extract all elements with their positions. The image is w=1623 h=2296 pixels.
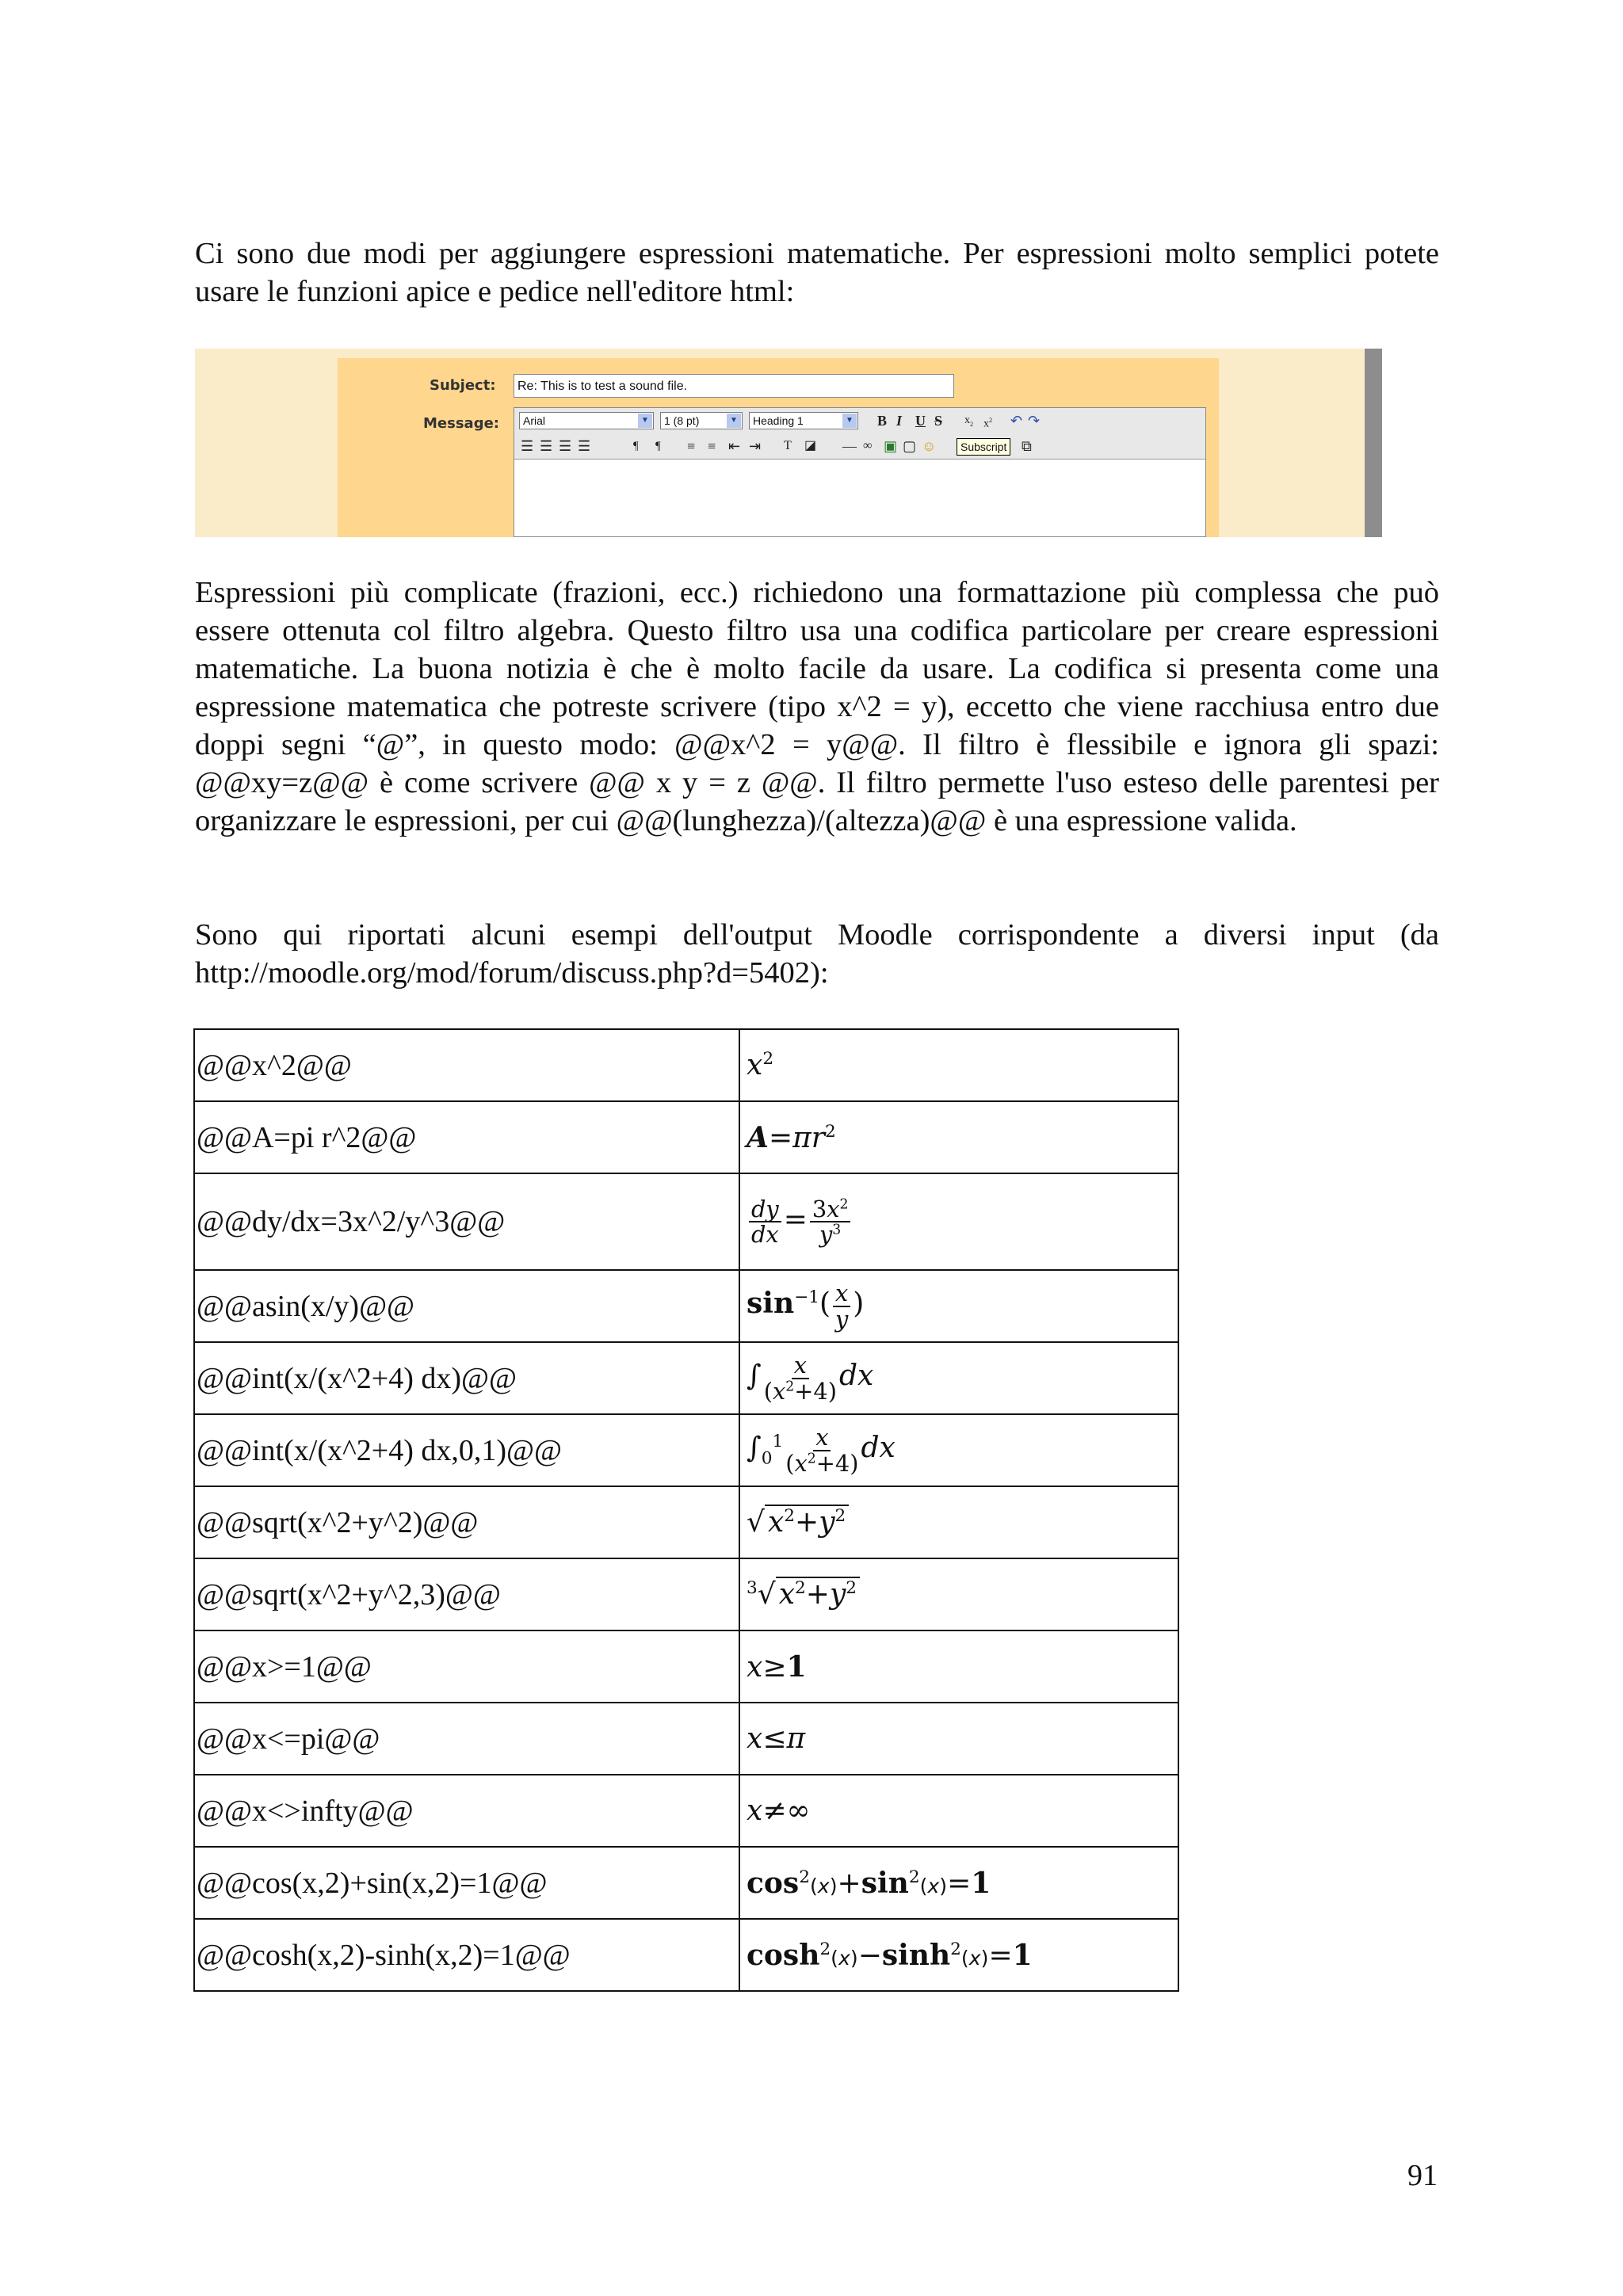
output-cell: $\sin^{-1}$( $\frac{x}{y}$ ) [739, 1270, 1178, 1342]
output-cell: $\frac{dy}{dx}$ = $\frac{3x^2}{y^3}$ [739, 1173, 1178, 1270]
table-row [194, 1101, 1178, 1173]
editor-toolbar-row2 [514, 433, 1205, 460]
input-cell: @@int(x/(x^2+4) dx,0,1)@@ [194, 1414, 739, 1486]
input-cell: @@int(x/(x^2+4) dx)@@ [194, 1342, 739, 1414]
numbered-list-icon: ≡ [687, 438, 696, 454]
output-cell: $^3$√ $x^2+y^2$ [739, 1558, 1178, 1630]
scrollbar [1365, 349, 1382, 537]
bold-icon: B [877, 413, 888, 429]
table-row [194, 1558, 1178, 1630]
subject-input: Re: This is to test a sound file. [514, 374, 954, 398]
table-row [194, 1630, 1178, 1703]
redo-icon: ↷ [1028, 413, 1041, 429]
link-icon: ∞ [863, 439, 873, 452]
horizontal-rule-icon: — [842, 438, 857, 454]
chevron-down-icon: ▼ [842, 414, 857, 428]
input-cell: @@cos(x,2)+sin(x,2)=1@@ [194, 1847, 739, 1919]
input-cell: @@asin(x/y)@@ [194, 1270, 739, 1342]
output-cell: $\int_0^1$ $\frac{x}{(x^2+4)}$ dx [739, 1414, 1178, 1486]
output-cell: x≥1 [739, 1630, 1178, 1703]
output-cell: $x^2$ [739, 1029, 1178, 1101]
ltr-icon: ¶ [633, 440, 639, 452]
subscript-icon: $x_2$ [964, 414, 974, 428]
style-select: Heading 1 ▼ [749, 412, 858, 429]
table-row [194, 1847, 1178, 1919]
table-row [194, 1029, 1178, 1101]
output-cell: √ $x^2+y^2$ [739, 1486, 1178, 1558]
output-cell: $\cosh^2(x)-\sinh^2(x)=1$ [739, 1919, 1178, 1991]
italic-icon: I [896, 413, 903, 429]
align-right-icon: ☰ [559, 438, 572, 454]
image-icon: ▣ [884, 438, 898, 454]
output-cell: ∫ $\frac{x}{(x^2+4)}$ dx [739, 1342, 1178, 1414]
input-cell: @@sqrt(x^2+y^2)@@ [194, 1486, 739, 1558]
justify-icon: ☰ [578, 438, 591, 454]
table-row [194, 1919, 1178, 1991]
examples-intro-paragraph: Sono qui riportati alcuni esempi dell'output Moodle corrispondente a diversi input (da http://moodle.org/mod/forum/discuss.php?d=5402): [195, 918, 1439, 990]
smiley-icon: ☺ [922, 438, 937, 454]
input-cell: @@cosh(x,2)-sinh(x,2)=1@@ [194, 1919, 739, 1991]
indent-icon: ⇥ [749, 438, 762, 454]
output-cell: $A=\pi r^2$ [739, 1101, 1178, 1173]
table-row [194, 1342, 1178, 1414]
intro-paragraph: Ci sono due modi per aggiungere espressioni matematiche. Per espressioni molto semplici potete usare le funzioni apice e pedice nell'editore html: [195, 237, 1439, 308]
table-row [194, 1775, 1178, 1847]
subscript-tooltip: Subscript [957, 438, 1010, 456]
background-color-icon: ◪ [804, 439, 817, 452]
editor-screenshot [195, 349, 1382, 537]
message-editor [514, 407, 1206, 537]
strikethrough-icon: S [934, 413, 943, 429]
input-cell: @@x>=1@@ [194, 1630, 739, 1703]
input-cell: @@sqrt(x^2+y^2,3)@@ [194, 1558, 739, 1630]
bullet-list-icon: ≡ [708, 438, 716, 454]
chevron-down-icon: ▼ [727, 414, 741, 428]
input-cell: @@x^2@@ [194, 1029, 739, 1101]
input-cell: @@A=pi r^2@@ [194, 1101, 739, 1173]
page-number: 91 [1407, 2159, 1438, 2192]
table-row [194, 1414, 1178, 1486]
input-cell: @@x<>infty@@ [194, 1775, 739, 1847]
text-color-icon: T [784, 439, 792, 452]
editor-toolbar-row1 [514, 408, 1205, 434]
font-select: Arial ▼ [519, 412, 654, 429]
table-row [194, 1270, 1178, 1342]
fullscreen-icon: ⧉ [1022, 438, 1032, 454]
message-label: Message: [423, 415, 499, 432]
input-cell: @@x<=pi@@ [194, 1703, 739, 1775]
input-cell: @@dy/dx=3x^2/y^3@@ [194, 1173, 739, 1270]
align-left-icon: ☰ [521, 438, 534, 454]
size-select: 1 (8 pt) ▼ [660, 412, 743, 429]
table-icon: ▢ [903, 438, 917, 454]
undo-icon: ↶ [1010, 413, 1023, 429]
chevron-down-icon: ▼ [638, 414, 652, 428]
table-row [194, 1486, 1178, 1558]
table-row [194, 1703, 1178, 1775]
output-cell: x≠∞ [739, 1775, 1178, 1847]
examples-table [193, 1028, 1179, 1992]
rtl-icon: ¶ [655, 440, 661, 452]
algebra-filter-paragraph: Espressioni più complicate (frazioni, ecc.) richiedono una formattazione più complessa che può essere ottenuta col filtro algebra. Questo filtro usa una codifica particolare per creare espressioni matematiche. La buona notizia è che è molto facile da usare. La codifica si presenta come una espressione matematica che potreste scrivere (tipo x^2 = y), eccetto che viene racchiusa entro due doppi segni “@”, in questo modo: @@x^2 = y@@. Il filtro è flessibile e ignora gli spazi: @@xy=z@@ è come scrivere @@ x y = z @@. Il filtro permette l'uso esteso delle parentesi per organizzare le espressioni, per cui @@(lunghezza)/(altezza)@@ è una espressione valida. [195, 576, 1439, 837]
subject-label: Subject: [430, 377, 496, 394]
outdent-icon: ⇤ [728, 438, 741, 454]
superscript-icon: $x^2$ [983, 417, 993, 430]
output-cell: $\cos^2(x)+\sin^2(x)=1$ [739, 1847, 1178, 1919]
align-center-icon: ☰ [540, 438, 553, 454]
output-cell: x≤π [739, 1703, 1178, 1775]
underline-icon: U [915, 413, 926, 429]
table-row [194, 1173, 1178, 1270]
